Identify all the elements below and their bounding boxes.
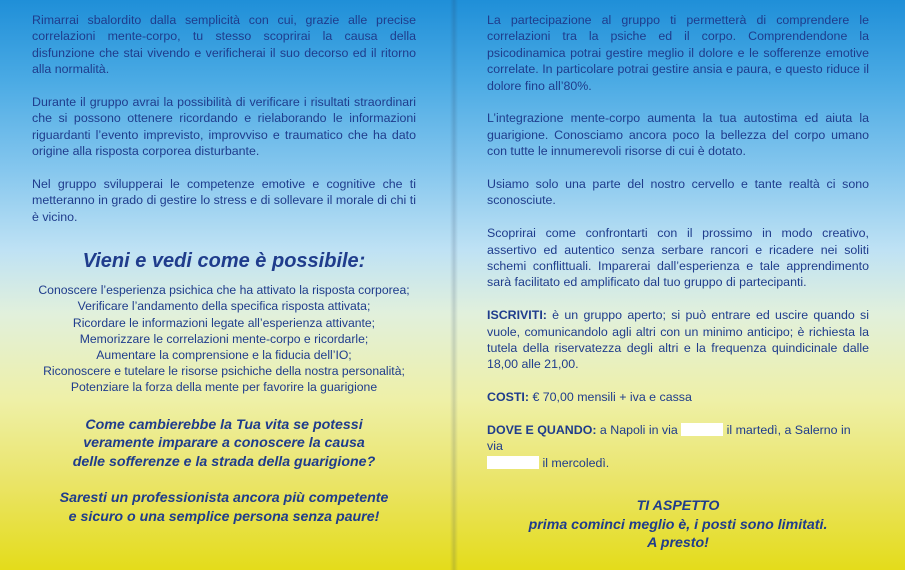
dove-label: DOVE E QUANDO: <box>487 423 597 438</box>
list-item: Riconoscere e tutelare le risorse psichiche della nostra personalità; <box>43 364 405 379</box>
list-item: Verificare l’andamento della specifica risposta attivata; <box>77 299 371 314</box>
intro-paragraph-1: Rimarrai sbalordito dalla semplicità con cui, grazie alle precise correlazioni mente-corpo, tu stesso scoprirai la causa della disfunzione che stai vivendo e verificherai il suo decorso ed il ritorno alla normalità. <box>32 13 416 77</box>
redacted-address-napoli <box>681 423 723 436</box>
info-paragraph-1: La partecipazione al gruppo ti permetterà di comprendere le correlazioni tra la psiche ed il corpo. Comprendendone la psicodinamica potrai gestire meglio il dolore e le sofferenze emotive correlate. In particolare potrai gestire ansia e paura, e questo riduce il dolore fino all’80%. <box>487 13 869 93</box>
dove-text-2: il martedì, a Salerno in via <box>487 423 851 454</box>
intro-paragraph-3: Nel gruppo svilupperai le competenze emotive e cognitive che ti metteranno in grado di gestire lo stress e di sollevare il morale di chi ti è vicino. <box>32 177 416 224</box>
dove-paragraph <box>487 422 869 471</box>
benefits-list <box>32 282 416 395</box>
iscriviti-label: ISCRIVITI: <box>487 308 547 323</box>
question-line: delle sofferenze e la strada della guarigione? <box>72 453 376 470</box>
costi-text: € 70,00 mensili + iva e cassa <box>529 390 692 405</box>
question-line: Come cambierebbe la Tua vita se potessi <box>85 416 363 433</box>
section-heading: Vieni e vedi come è possibile: <box>82 250 366 273</box>
list-item: Ricordare le informazioni legate all’esperienza attivante; <box>72 315 376 330</box>
info-paragraph-2: L’integrazione mente-corpo aumenta la tua autostima ed aiuta la guarigione. Conosciamo ancora poco la bellezza del corpo umano con tutte le innumerevoli risorse di cui è dotato. <box>487 111 869 159</box>
left-column <box>32 12 416 526</box>
iscriviti-text: è un gruppo aperto; si può entrare ed uscire quando si vuole, comunicandolo agli altri con un minimo anticipo; è richiesta la tutela della riservatezza degli altri e la frequenza quindicinale dalle 18,00 alle 21,00. <box>487 308 869 372</box>
final-message <box>487 497 869 553</box>
iscriviti-paragraph <box>487 307 869 373</box>
intro-paragraph-2: Durante il gruppo avrai la possibilità di verificare i risultati straordinari che si possono ottenere ricordando e rielaborando le informazioni riguardanti l’evento imprevisto, improvviso e traumatico che ha dato origine alla risposta corporea disturbante. <box>32 95 416 159</box>
list-item: Potenziare la forza della mente per favorire la guarigione <box>70 380 378 395</box>
costi-label: COSTI: <box>487 390 529 405</box>
closing-line: e sicuro o una semplice persona senza paure! <box>68 508 380 525</box>
redacted-address-salerno <box>487 456 539 469</box>
costi-paragraph <box>487 389 869 405</box>
closing-question-block <box>32 489 416 526</box>
dove-text-3: il mercoledì. <box>539 455 610 470</box>
dove-text-1: a Napoli in via <box>596 423 682 438</box>
right-column <box>487 12 869 553</box>
info-paragraph-3: Usiamo solo una parte del nostro cervello e tante realtà ci sono sconosciute. <box>487 177 869 208</box>
final-line: A presto! <box>647 535 709 552</box>
final-line: TI ASPETTO <box>636 498 720 515</box>
list-item: Aumentare la comprensione e la fiducia dell’IO; <box>96 348 352 363</box>
list-item: Memorizzare le correlazioni mente-corpo e ricordarle; <box>79 331 369 346</box>
page-fold <box>450 0 458 570</box>
info-paragraph-4: Scoprirai come confrontarti con il prossimo in modo creativo, assertivo ed autentico senza serbare rancori e ricadere nei soliti schemi conflittuali. Imparerai dall’esperienza e tale apprendimento sarà facilitato ed amplificato dal tuo gruppo di partecipanti. <box>487 226 869 290</box>
final-line: prima cominci meglio è, i posti sono limitati. <box>528 516 828 533</box>
closing-line: Saresti un professionista ancora più competente <box>59 490 389 507</box>
question-line: veramente imparare a conoscere la causa <box>83 435 365 452</box>
list-item: Conoscere l’esperienza psichica che ha attivato la risposta corporea; <box>38 283 410 298</box>
question-block <box>32 416 416 472</box>
